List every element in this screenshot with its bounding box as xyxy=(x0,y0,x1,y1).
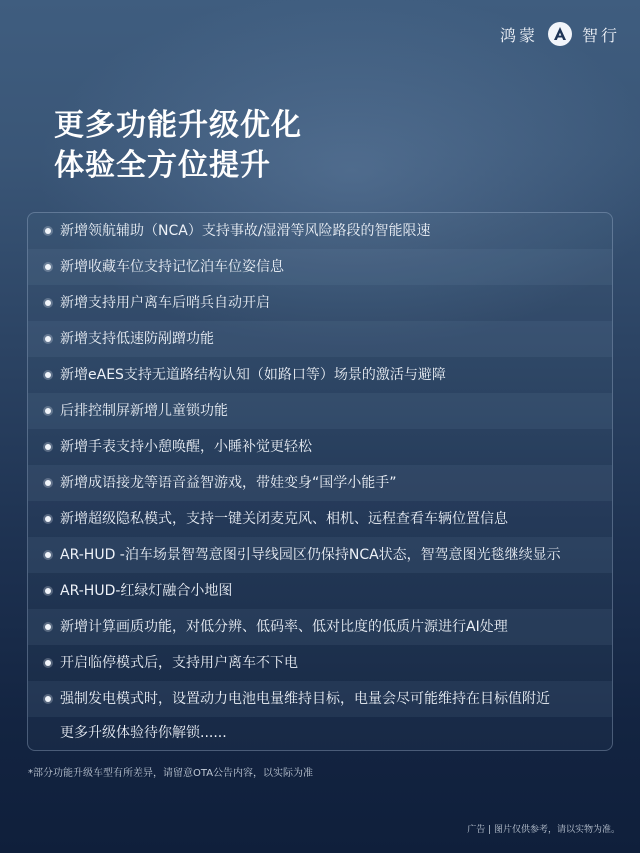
bullet-dot-icon xyxy=(45,372,51,378)
headline xyxy=(54,106,302,186)
feature-text: AR-HUD-红绿灯融合小地图 xyxy=(60,583,233,599)
feature-item xyxy=(28,465,612,501)
feature-text: 新增eAES支持无道路结构认知（如路口等）场景的激活与避障 xyxy=(60,367,446,383)
brand-name-right: 智行 xyxy=(581,25,620,45)
feature-item xyxy=(28,285,612,321)
bullet-dot-icon xyxy=(45,588,51,594)
feature-text: AR-HUD -泊车场景智驾意图引导线园区仍保持NCA状态，智驾意图光毯继续显示 xyxy=(60,547,561,563)
feature-item xyxy=(28,537,612,573)
headline-line-2: 体验全方位提升 xyxy=(54,148,271,183)
bullet-dot-icon xyxy=(45,228,51,234)
feature-text: 新增支持低速防剐蹭功能 xyxy=(60,331,214,347)
feature-text: 开启临停模式后，支持用户离车不下电 xyxy=(60,655,298,671)
feature-item xyxy=(28,609,612,645)
feature-text: 新增收藏车位支持记忆泊车位姿信息 xyxy=(60,259,284,275)
bullet-dot-icon xyxy=(45,552,51,558)
feature-text: 后排控制屏新增儿童锁功能 xyxy=(60,403,228,419)
feature-item xyxy=(28,501,612,537)
feature-item xyxy=(28,681,612,717)
feature-item xyxy=(28,213,612,249)
feature-item xyxy=(28,321,612,357)
bullet-dot-icon xyxy=(45,516,51,522)
feature-list-panel xyxy=(27,212,613,751)
feature-text: 新增超级隐私模式，支持一键关闭麦克风、相机、远程查看车辆位置信息 xyxy=(60,511,508,527)
feature-item xyxy=(28,645,612,681)
bullet-dot-icon xyxy=(45,444,51,450)
feature-text: 新增手表支持小憩唤醒，小睡补觉更轻松 xyxy=(60,439,312,455)
more-upgrades-text: 更多升级体验待你解锁...... xyxy=(60,725,227,741)
more-upgrades-row xyxy=(28,715,612,751)
feature-text: 强制发电模式时，设置动力电池电量维持目标，电量会尽可能维持在目标值附近 xyxy=(60,691,550,707)
brand-name-left: 鸿蒙 xyxy=(499,25,538,45)
feature-text: 新增计算画质功能，对低分辨、低码率、低对比度的低质片源进行AI处理 xyxy=(60,619,508,635)
feature-text: 新增支持用户离车后哨兵自动开启 xyxy=(60,295,270,311)
harmony-logo-icon xyxy=(548,22,572,46)
bullet-dot-icon xyxy=(45,624,51,630)
bullet-dot-icon xyxy=(45,264,51,270)
bullet-dot-icon xyxy=(45,408,51,414)
brand xyxy=(500,22,620,46)
feature-item xyxy=(28,393,612,429)
headline-line-1: 更多功能升级优化 xyxy=(54,108,302,143)
ad-disclaimer: 广告 | 图片仅供参考，请以实物为准。 xyxy=(467,825,620,835)
feature-item xyxy=(28,429,612,465)
feature-item xyxy=(28,249,612,285)
bullet-dot-icon xyxy=(45,300,51,306)
bullet-dot-icon xyxy=(45,696,51,702)
footnote: *部分功能升级车型有所差异，请留意OTA公告内容，以实际为准 xyxy=(28,768,314,779)
bullet-dot-icon xyxy=(45,336,51,342)
bullet-dot-icon xyxy=(45,480,51,486)
bullet-dot-icon xyxy=(45,660,51,666)
feature-text: 新增领航辅助（NCA）支持事故/湿滑等风险路段的智能限速 xyxy=(60,223,431,239)
feature-text: 新增成语接龙等语音益智游戏，带娃变身“国学小能手” xyxy=(60,475,397,491)
feature-item xyxy=(28,357,612,393)
feature-item xyxy=(28,573,612,609)
